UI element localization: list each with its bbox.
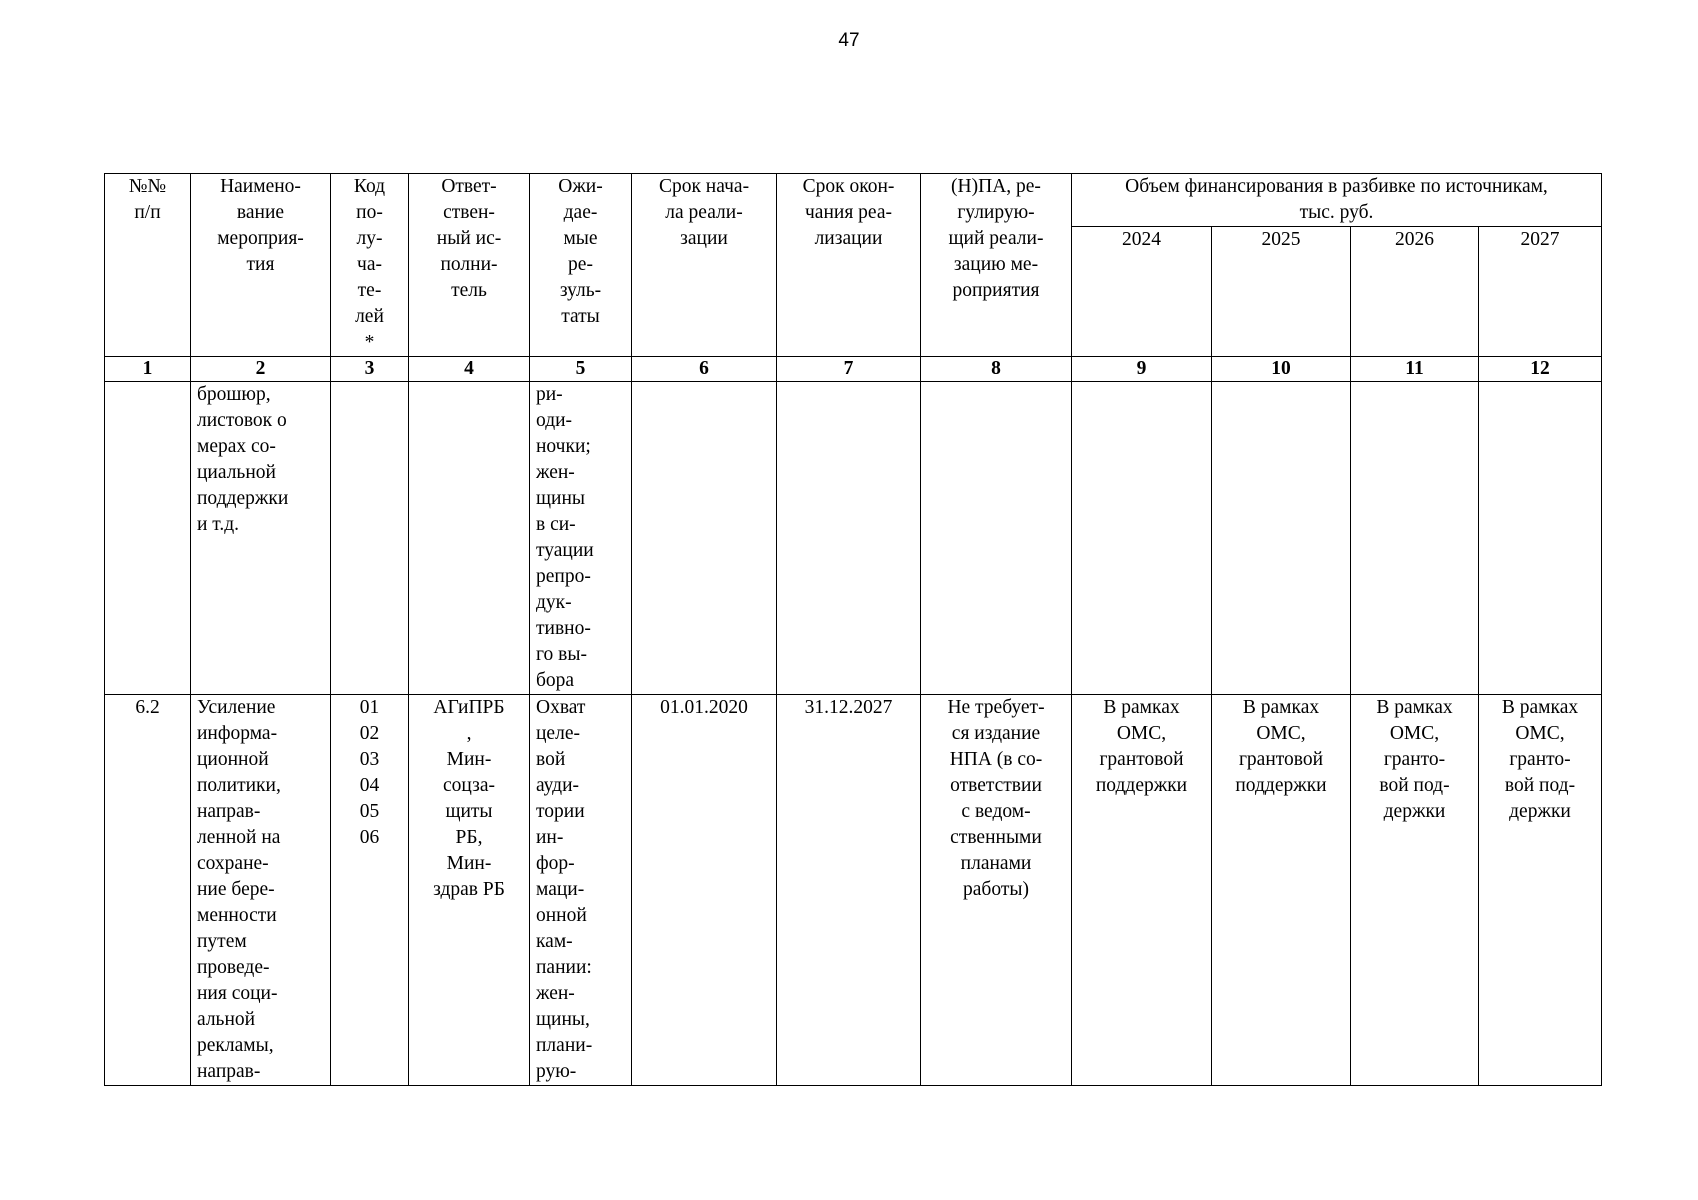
cell-funding-2024: В рамках ОМС, грантовой поддержки — [1072, 695, 1212, 1086]
cell-start-date — [632, 382, 777, 695]
cell-funding-2024 — [1072, 382, 1212, 695]
cell-expected-results: Охват целе- вой ауди- тории ин- фор- маци- онной кам- пании: жен- щины, плани- рую- — [530, 695, 632, 1086]
column-number: 10 — [1212, 357, 1351, 382]
header-year-2024: 2024 — [1072, 227, 1212, 357]
header-row — [105, 174, 1602, 227]
column-number: 1 — [105, 357, 191, 382]
cell-funding-2025: В рамках ОМС, грантовой поддержки — [1212, 695, 1351, 1086]
cell-executor — [409, 382, 530, 695]
cell-end-date — [777, 382, 921, 695]
cell-activity-name: Усиление информа- ционной политики, направ- ленной на сохране- ние бере- менности путем проведе- ния соци- альной рекламы, направ- — [191, 695, 331, 1086]
column-number: 11 — [1351, 357, 1479, 382]
column-number: 12 — [1479, 357, 1602, 382]
cell-funding-2026: В рамках ОМС, гранто- вой под- держки — [1351, 695, 1479, 1086]
cell-number — [105, 382, 191, 695]
cell-funding-2027: В рамках ОМС, гранто- вой под- держки — [1479, 695, 1602, 1086]
header-year-2025: 2025 — [1212, 227, 1351, 357]
header-number: №№ п/п — [105, 174, 191, 357]
header-executor: Ответ- ствен- ный ис- полни- тель — [409, 174, 530, 357]
cell-end-date: 31.12.2027 — [777, 695, 921, 1086]
table-row — [105, 695, 1602, 1086]
cell-regulation: Не требует- ся издание НПА (в со- ответствии с ведом- ственными планами работы) — [921, 695, 1072, 1086]
column-number: 8 — [921, 357, 1072, 382]
cell-funding-2025 — [1212, 382, 1351, 695]
cell-regulation — [921, 382, 1072, 695]
header-funding: Объем финансирования в разбивке по источникам, тыс. руб. — [1072, 174, 1602, 227]
cell-recipient-codes — [331, 382, 409, 695]
column-number: 5 — [530, 357, 632, 382]
activities-table — [104, 173, 1602, 1086]
column-number: 9 — [1072, 357, 1212, 382]
column-numbers-row — [105, 357, 1602, 382]
column-number: 4 — [409, 357, 530, 382]
header-recipient-code: Код по- лу- ча- те- лей * — [331, 174, 409, 357]
cell-funding-2026 — [1351, 382, 1479, 695]
table-row — [105, 382, 1602, 695]
header-end-date: Срок окон- чания реа- лизации — [777, 174, 921, 357]
header-year-2026: 2026 — [1351, 227, 1479, 357]
column-number: 2 — [191, 357, 331, 382]
header-year-2027: 2027 — [1479, 227, 1602, 357]
column-number: 7 — [777, 357, 921, 382]
header-activity-name: Наимено- вание мероприя- тия — [191, 174, 331, 357]
header-expected-results: Ожи- дае- мые ре- зуль- таты — [530, 174, 632, 357]
header-start-date: Срок нача- ла реали- зации — [632, 174, 777, 357]
cell-funding-2027 — [1479, 382, 1602, 695]
cell-recipient-codes: 01 02 03 04 05 06 — [331, 695, 409, 1086]
cell-start-date: 01.01.2020 — [632, 695, 777, 1086]
column-number: 6 — [632, 357, 777, 382]
cell-number: 6.2 — [105, 695, 191, 1086]
header-regulation: (Н)ПА, ре- гулирую- щий реали- зацию ме- роприятия — [921, 174, 1072, 357]
cell-expected-results: ри- оди- ночки; жен- щины в си- туации репро- дук- тивно- го вы- бора — [530, 382, 632, 695]
cell-activity-name: брошюр, листовок о мерах со- циальной поддержки и т.д. — [191, 382, 331, 695]
column-number: 3 — [331, 357, 409, 382]
cell-executor: АГиПРБ , Мин- соцза- щиты РБ, Мин- здрав РБ — [409, 695, 530, 1086]
page-number: 47 — [838, 30, 860, 51]
